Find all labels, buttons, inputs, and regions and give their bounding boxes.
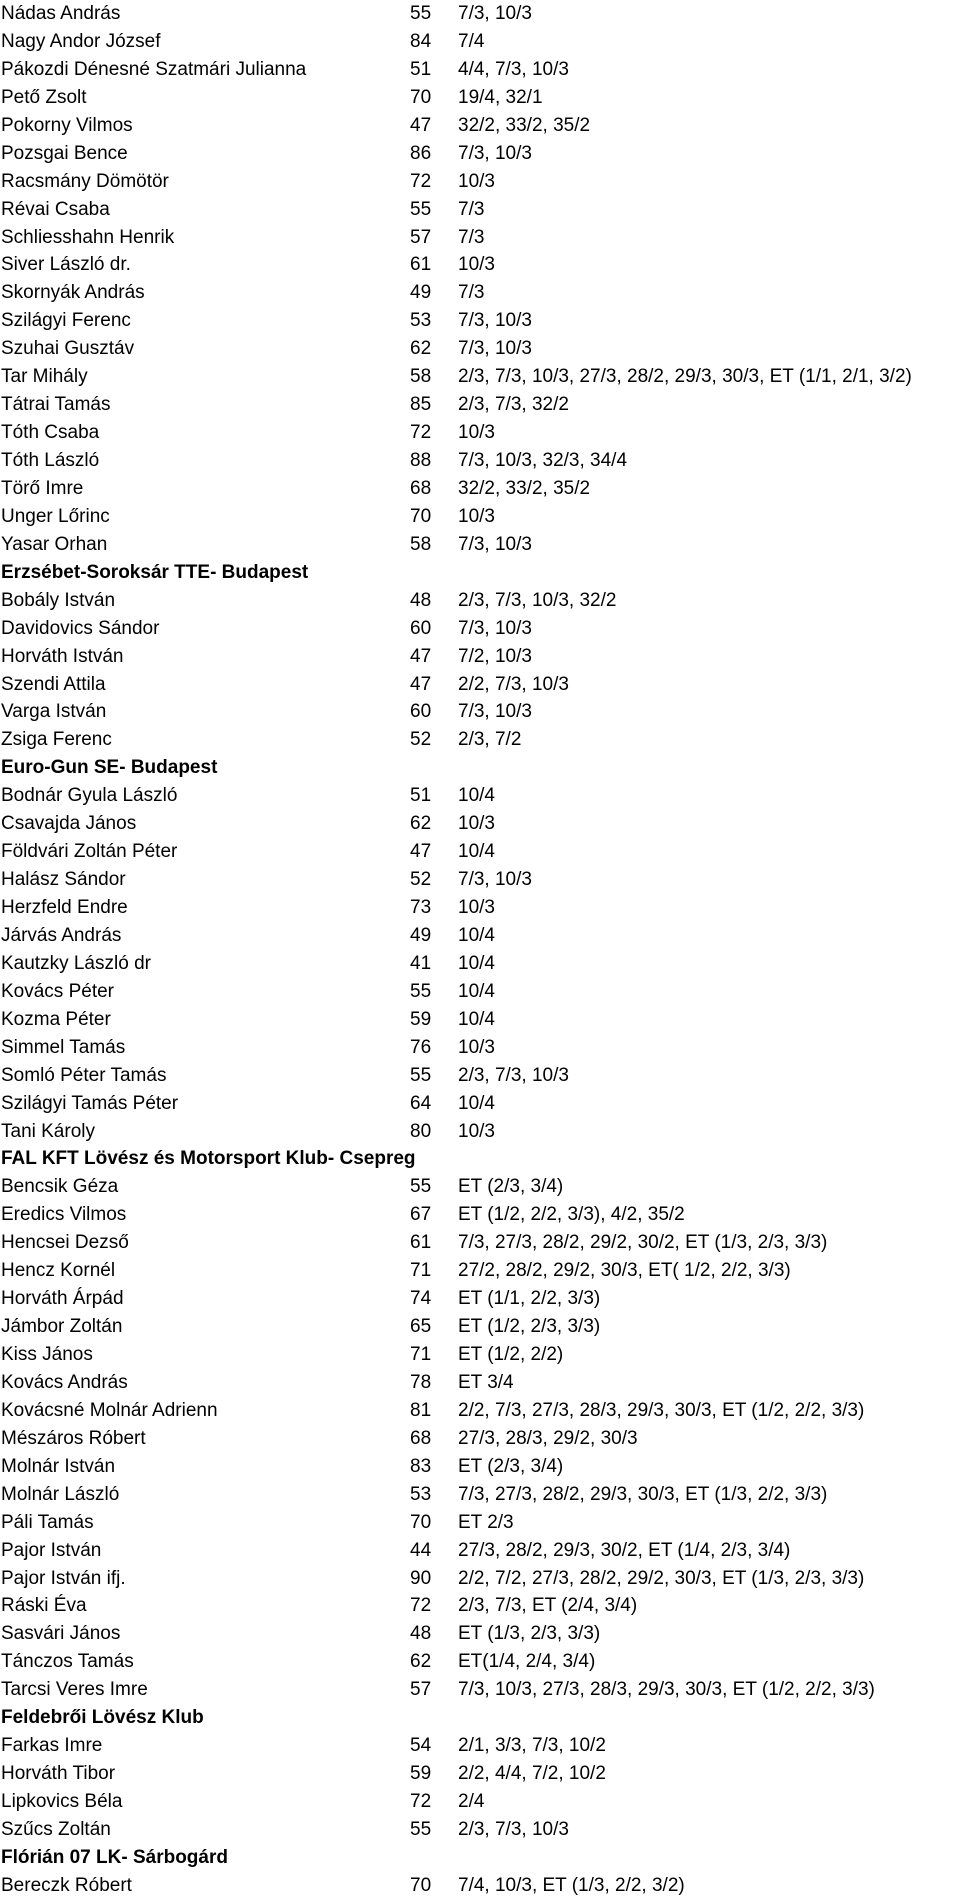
- competitor-name: Lipkovics Béla: [1, 1791, 123, 1812]
- competitor-row: [0, 112, 960, 140]
- competitor-row: [0, 1201, 960, 1229]
- competitor-name: Pozsgai Bence: [1, 142, 128, 164]
- competitor-results: 7/4, 10/3, ET (1/3, 2/2, 3/2): [458, 1874, 685, 1896]
- competitor-row: [0, 56, 960, 84]
- competitor-row: [0, 279, 960, 307]
- competitor-row: [0, 1481, 960, 1509]
- competitor-row: [0, 615, 960, 643]
- competitor-number: 74: [410, 1288, 432, 1310]
- competitor-name: Pajor István ifj.: [1, 1567, 126, 1589]
- competitor-row: [0, 251, 960, 279]
- competitor-row: [0, 587, 960, 615]
- competitor-row: [0, 224, 960, 252]
- competitor-row: [0, 391, 960, 419]
- club-heading: Euro-Gun SE- Budapest: [1, 757, 218, 779]
- competitor-results: 7/3: [458, 226, 485, 248]
- competitor-row: [0, 419, 960, 447]
- competitor-results: 2/3, 7/2: [458, 729, 522, 751]
- competitor-name: Páli Tamás: [1, 1511, 94, 1533]
- competitor-number: 53: [410, 310, 432, 332]
- competitor-row: [0, 1285, 960, 1313]
- competitor-results: ET (2/3, 3/4): [458, 1176, 564, 1198]
- competitor-row: [0, 84, 960, 112]
- competitor-results: 10/3: [458, 170, 495, 192]
- competitor-number: 90: [410, 1567, 432, 1589]
- competitor-results: 2/2, 4/4, 7/2, 10/2: [458, 1763, 606, 1785]
- competitor-row: [0, 1816, 960, 1844]
- competitor-name: Tóth László: [1, 450, 100, 471]
- competitor-number: 49: [410, 282, 432, 304]
- competitor-row: [0, 671, 960, 699]
- competitor-number: 62: [410, 1651, 432, 1673]
- competitor-row: [0, 503, 960, 531]
- competitor-number: 62: [410, 338, 432, 360]
- competitor-results: ET (1/1, 2/2, 3/3): [458, 1288, 601, 1310]
- competitor-results: 7/3, 10/3, 32/3, 34/4: [458, 450, 628, 471]
- competitor-row: [0, 1509, 960, 1537]
- competitor-results: 7/3, 27/3, 28/2, 29/3, 30/3, ET (1/3, 2/2, 3/3): [458, 1483, 828, 1505]
- competitor-name: Szuhai Gusztáv: [1, 338, 135, 360]
- competitor-row: [0, 782, 960, 810]
- competitor-results: 27/3, 28/2, 29/3, 30/2, ET (1/4, 2/3, 3/4): [458, 1539, 791, 1561]
- competitor-row: [0, 447, 960, 475]
- competitor-results: 7/3, 10/3: [458, 869, 532, 891]
- competitor-results: 7/3: [458, 282, 485, 304]
- competitor-number: 81: [410, 1399, 432, 1421]
- competitor-number: 72: [410, 1791, 432, 1812]
- competitor-number: 80: [410, 1120, 432, 1142]
- competitor-number: 67: [410, 1204, 432, 1226]
- competitor-results: 7/3, 10/3: [458, 310, 532, 332]
- competitor-name: Molnár László: [1, 1483, 120, 1505]
- competitor-results: 7/4: [458, 30, 485, 52]
- club-heading: FAL KFT Lövész és Motorsport Klub- Csepreg: [1, 1148, 416, 1170]
- competitor-name: Tánczos Tamás: [1, 1651, 134, 1673]
- competitor-number: 47: [410, 673, 432, 695]
- competitor-number: 47: [410, 645, 432, 667]
- competitor-row: [0, 1229, 960, 1257]
- competitor-row: [0, 1760, 960, 1788]
- competitor-number: 55: [410, 1176, 432, 1198]
- competitor-results: 7/2, 10/3: [458, 645, 532, 667]
- competitor-number: 83: [410, 1455, 432, 1477]
- competitor-number: 85: [410, 394, 432, 416]
- competitor-name: Kovácsné Molnár Adrienn: [1, 1399, 218, 1421]
- competitor-number: 68: [410, 1427, 432, 1449]
- competitor-row: [0, 1453, 960, 1481]
- competitor-number: 88: [410, 450, 432, 471]
- competitor-number: 44: [410, 1539, 432, 1561]
- competitor-results: 2/3, 7/3, 10/3: [458, 1064, 569, 1086]
- competitor-number: 72: [410, 422, 432, 444]
- competitor-row: [0, 1257, 960, 1285]
- competitor-results: 10/4: [458, 924, 495, 946]
- competitor-results: 2/2, 7/2, 27/3, 28/2, 29/2, 30/3, ET (1/3, 2/3, 3/3): [458, 1567, 865, 1589]
- competitor-row: [0, 168, 960, 196]
- competitor-number: 55: [410, 198, 432, 220]
- competitor-results: ET (2/3, 3/4): [458, 1455, 564, 1477]
- competitor-results: 10/4: [458, 785, 495, 807]
- competitor-results: 10/4: [458, 1008, 495, 1030]
- competitor-name: Simmel Tamás: [1, 1036, 126, 1058]
- competitor-name: Horváth István: [1, 645, 124, 667]
- competitor-name: Herzfeld Endre: [1, 897, 128, 918]
- competitor-name: Csavajda János: [1, 813, 137, 835]
- competitor-row: [0, 531, 960, 559]
- competitor-results: 2/3, 7/3, 10/3, 32/2: [458, 589, 617, 611]
- competitor-results: 2/2, 7/3, 27/3, 28/3, 29/3, 30/3, ET (1/2, 2/2, 3/3): [458, 1399, 865, 1421]
- club-heading-row: [0, 1145, 960, 1173]
- competitor-number: 57: [410, 1679, 432, 1701]
- competitor-results: 10/4: [458, 841, 495, 863]
- competitor-name: Mészáros Róbert: [1, 1427, 146, 1449]
- competitor-name: Eredics Vilmos: [1, 1204, 127, 1226]
- competitor-results: 32/2, 33/2, 35/2: [458, 477, 591, 499]
- competitor-results: 10/4: [458, 980, 495, 1002]
- competitor-number: 72: [410, 1595, 432, 1617]
- competitor-row: [0, 1397, 960, 1425]
- competitor-results: 10/3: [458, 254, 495, 276]
- competitor-name: Kozma Péter: [1, 1008, 111, 1030]
- club-heading-row: [0, 1844, 960, 1872]
- competitor-name: Kiss János: [1, 1344, 93, 1365]
- competitor-results: 2/3, 7/3, 10/3: [458, 1818, 569, 1840]
- competitor-number: 73: [410, 897, 432, 918]
- competitor-number: 84: [410, 30, 432, 52]
- competitor-number: 48: [410, 589, 432, 611]
- competitor-name: Jámbor Zoltán: [1, 1316, 123, 1338]
- competitor-results: 7/3, 10/3: [458, 701, 532, 723]
- competitor-results: 2/3, 7/3, 10/3, 27/3, 28/2, 29/3, 30/3, ET (1/1, 2/1, 3/2): [458, 366, 912, 388]
- competitor-row: [0, 1565, 960, 1593]
- competitor-name: Horváth Árpád: [1, 1288, 124, 1310]
- competitor-row: [0, 838, 960, 866]
- competitor-number: 58: [410, 533, 432, 555]
- competitor-number: 62: [410, 813, 432, 835]
- competitor-number: 72: [410, 170, 432, 192]
- competitor-name: Pokorny Vilmos: [1, 114, 133, 136]
- competitor-number: 55: [410, 1818, 432, 1840]
- competitor-results: 27/2, 28/2, 29/2, 30/3, ET( 1/2, 2/2, 3/3): [458, 1260, 791, 1282]
- competitor-name: Tar Mihály: [1, 366, 88, 388]
- competitor-number: 71: [410, 1344, 432, 1365]
- competitor-name: Szűcs Zoltán: [1, 1818, 111, 1840]
- competitor-row: [0, 1676, 960, 1704]
- competitor-row: [0, 196, 960, 224]
- competitor-number: 47: [410, 841, 432, 863]
- competitor-row: [0, 1062, 960, 1090]
- competitor-results: 10/3: [458, 505, 495, 527]
- competitor-results: 10/3: [458, 1036, 495, 1058]
- competitor-results: 19/4, 32/1: [458, 86, 543, 108]
- competitor-name: Bencsik Géza: [1, 1176, 119, 1198]
- competitor-row: [0, 922, 960, 950]
- competitor-results: 7/3, 10/3: [458, 3, 532, 24]
- competitor-results: 7/3, 10/3, 27/3, 28/3, 29/3, 30/3, ET (1/2, 2/2, 3/3): [458, 1679, 875, 1701]
- competitor-number: 61: [410, 254, 432, 276]
- competitor-number: 52: [410, 729, 432, 751]
- competitor-name: Yasar Orhan: [1, 533, 108, 555]
- competitor-name: Tátrai Tamás: [1, 394, 111, 416]
- competitor-results: ET (1/2, 2/2): [458, 1344, 564, 1365]
- competitor-row: [0, 643, 960, 671]
- competitor-name: Révai Csaba: [1, 198, 110, 220]
- competitor-row: [0, 140, 960, 168]
- competitor-number: 60: [410, 617, 432, 639]
- competitor-name: Szilágyi Ferenc: [1, 310, 131, 332]
- competitor-name: Siver László dr.: [1, 254, 131, 276]
- competitor-row: [0, 1118, 960, 1146]
- competitor-name: Sasvári János: [1, 1623, 121, 1645]
- competitor-name: Nádas András: [1, 3, 121, 24]
- competitor-row: [0, 810, 960, 838]
- competitor-results: 7/3, 10/3: [458, 338, 532, 360]
- competitor-name: Racsmány Dömötör: [1, 170, 169, 192]
- competitor-name: Molnár István: [1, 1455, 116, 1477]
- club-heading: Flórián 07 LK- Sárbogárd: [1, 1846, 228, 1868]
- competitor-results: 27/3, 28/3, 29/2, 30/3: [458, 1427, 638, 1449]
- competitor-number: 70: [410, 505, 432, 527]
- competitor-results: 10/3: [458, 897, 495, 918]
- competitor-number: 55: [410, 980, 432, 1002]
- competitor-row: [0, 698, 960, 726]
- competitor-number: 70: [410, 1511, 432, 1533]
- competitor-row: [0, 475, 960, 503]
- competitor-row: [0, 1537, 960, 1565]
- competitor-results: 7/3, 10/3: [458, 617, 532, 639]
- club-heading: Erzsébet-Soroksár TTE- Budapest: [1, 561, 309, 583]
- competitor-results: 2/1, 3/3, 7/3, 10/2: [458, 1735, 606, 1757]
- competitor-name: Tani Károly: [1, 1120, 95, 1142]
- competitor-number: 70: [410, 86, 432, 108]
- competitor-name: Davidovics Sándor: [1, 617, 160, 639]
- competitor-name: Zsiga Ferenc: [1, 729, 112, 751]
- competitor-name: Unger Lőrinc: [1, 505, 110, 527]
- competitor-name: Járvás András: [1, 924, 122, 946]
- competitor-number: 55: [410, 3, 432, 24]
- competitor-name: Kovács Péter: [1, 980, 114, 1002]
- competitor-row: [0, 1313, 960, 1341]
- competitor-results: 7/3: [458, 198, 485, 220]
- competitor-results: 2/4: [458, 1791, 485, 1812]
- competitor-name: Bereczk Róbert: [1, 1874, 132, 1896]
- competitor-row: [0, 0, 960, 28]
- competitor-number: 64: [410, 1092, 432, 1114]
- competitor-row: [0, 1425, 960, 1453]
- competitor-number: 47: [410, 114, 432, 136]
- competitor-name: Nagy Andor József: [1, 30, 161, 52]
- competitor-results: 4/4, 7/3, 10/3: [458, 58, 569, 80]
- competitor-number: 49: [410, 924, 432, 946]
- competitor-row: [0, 1034, 960, 1062]
- competitor-number: 51: [410, 58, 432, 80]
- club-heading: Feldebrői Lövész Klub: [1, 1707, 204, 1729]
- competitor-row: [0, 335, 960, 363]
- competitor-name: Tarcsi Veres Imre: [1, 1679, 148, 1701]
- club-heading-row: [0, 754, 960, 782]
- competitor-row: [0, 1090, 960, 1118]
- club-heading-row: [0, 559, 960, 587]
- competitor-number: 61: [410, 1232, 432, 1254]
- competitor-results: ET (1/3, 2/3, 3/3): [458, 1623, 601, 1645]
- competitor-name: Pákozdi Dénesné Szatmári Julianna: [1, 58, 307, 80]
- competitor-results: ET 2/3: [458, 1511, 514, 1533]
- competitor-name: Bobály István: [1, 589, 116, 611]
- competitor-name: Tóth Csaba: [1, 422, 100, 444]
- competitor-results: 32/2, 33/2, 35/2: [458, 114, 591, 136]
- competitor-row: [0, 1369, 960, 1397]
- competitor-row: [0, 978, 960, 1006]
- competitor-results: 10/3: [458, 813, 495, 835]
- competitor-row: [0, 1341, 960, 1369]
- competitor-row: [0, 28, 960, 56]
- competitor-number: 68: [410, 477, 432, 499]
- competitor-results: ET (1/2, 2/2, 3/3), 4/2, 35/2: [458, 1204, 685, 1226]
- competitor-number: 59: [410, 1008, 432, 1030]
- competitor-name: Hencsei Dezső: [1, 1232, 129, 1254]
- competitor-results: 10/3: [458, 1120, 495, 1142]
- competitor-number: 60: [410, 701, 432, 723]
- competitor-number: 48: [410, 1623, 432, 1645]
- competitor-results: 10/4: [458, 952, 495, 974]
- competitor-number: 76: [410, 1036, 432, 1058]
- competitor-name: Skornyák András: [1, 282, 145, 304]
- competitor-row: [0, 866, 960, 894]
- competitor-number: 86: [410, 142, 432, 164]
- competitor-results: 2/3, 7/3, ET (2/4, 3/4): [458, 1595, 638, 1617]
- competitor-row: [0, 1732, 960, 1760]
- competitor-row: [0, 894, 960, 922]
- competitor-row: [0, 1592, 960, 1620]
- competitor-number: 58: [410, 366, 432, 388]
- competitor-name: Törő Imre: [1, 477, 84, 499]
- competitor-number: 70: [410, 1874, 432, 1896]
- competitor-results: 2/3, 7/3, 32/2: [458, 394, 569, 416]
- competitor-row: [0, 1788, 960, 1816]
- competitor-row: [0, 307, 960, 335]
- competitor-name: Kautzky László dr: [1, 952, 151, 974]
- competitor-number: 78: [410, 1371, 432, 1393]
- competitor-results: 10/3: [458, 422, 495, 444]
- competitor-name: Kovács András: [1, 1371, 128, 1393]
- competitor-name: Halász Sándor: [1, 869, 126, 891]
- competitor-name: Földvári Zoltán Péter: [1, 841, 178, 863]
- competitor-name: Schliesshahn Henrik: [1, 226, 175, 248]
- competitor-row: [0, 1648, 960, 1676]
- club-heading-row: [0, 1704, 960, 1732]
- competitor-results: ET(1/4, 2/4, 3/4): [458, 1651, 596, 1673]
- competitor-results: 2/2, 7/3, 10/3: [458, 673, 569, 695]
- competitor-row: [0, 726, 960, 754]
- competitor-row: [0, 950, 960, 978]
- competitor-number: 57: [410, 226, 432, 248]
- competitor-results: 7/3, 10/3: [458, 142, 532, 164]
- competitor-name: Pajor István: [1, 1539, 102, 1561]
- competitor-number: 71: [410, 1260, 432, 1282]
- competitor-number: 65: [410, 1316, 432, 1338]
- competitor-name: Szendi Attila: [1, 673, 106, 695]
- competitor-number: 41: [410, 952, 432, 974]
- competitor-results: 7/3, 27/3, 28/2, 29/2, 30/2, ET (1/3, 2/3, 3/3): [458, 1232, 828, 1254]
- competitor-number: 54: [410, 1735, 432, 1757]
- competitor-name: Pető Zsolt: [1, 86, 87, 108]
- competitor-name: Szilágyi Tamás Péter: [1, 1092, 179, 1114]
- competitor-name: Ráski Éva: [1, 1595, 87, 1617]
- competitor-name: Farkas Imre: [1, 1735, 103, 1757]
- competitor-results: ET (1/2, 2/3, 3/3): [458, 1316, 601, 1338]
- competitor-number: 59: [410, 1763, 432, 1785]
- competitor-name: Hencz Kornél: [1, 1260, 116, 1282]
- competitor-row: [0, 1006, 960, 1034]
- competitor-name: Bodnár Gyula László: [1, 785, 178, 807]
- competitor-results: 7/3, 10/3: [458, 533, 532, 555]
- competitor-row: [0, 1173, 960, 1201]
- competitor-results: 10/4: [458, 1092, 495, 1114]
- competitor-number: 51: [410, 785, 432, 807]
- competitor-number: 52: [410, 869, 432, 891]
- competitor-name: Horváth Tibor: [1, 1763, 116, 1785]
- competitor-row: [0, 363, 960, 391]
- competitor-results: ET 3/4: [458, 1371, 514, 1393]
- competitor-name: Somló Péter Tamás: [1, 1064, 167, 1086]
- competitor-name: Varga István: [1, 701, 107, 723]
- competitor-number: 53: [410, 1483, 432, 1505]
- competitor-row: [0, 1620, 960, 1648]
- competitor-number: 55: [410, 1064, 432, 1086]
- competitor-row: [0, 1872, 960, 1900]
